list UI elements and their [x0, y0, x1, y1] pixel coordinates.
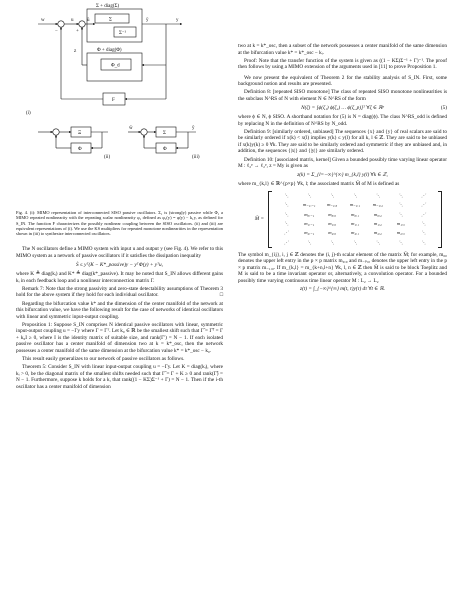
- matrix-cell: m₂,₀: [328, 230, 336, 236]
- matrix-cell: ⋱: [398, 192, 403, 198]
- matrix-cell: ⋱: [421, 230, 426, 236]
- matrix-right-bracket: [438, 191, 442, 248]
- matrix-cell: m₋₁,₁: [349, 202, 361, 208]
- matrix-cell: m₋₁,₋₁: [303, 202, 316, 208]
- right-paragraph-1: two at k = k*_osc, then a subset of the network possesses a center manifold of the same dimension at the bifurcation value k* = k*_osc − kᵢ.: [238, 43, 447, 56]
- matrix-cell: m₂,₂: [374, 230, 382, 236]
- equation-5: [238, 105, 447, 112]
- matrix-cell: m₁,₋₁: [304, 220, 315, 226]
- fig-label-what: ŵ: [129, 126, 133, 131]
- fig-label-phi-out: Φ: [163, 147, 167, 152]
- fig-label-f: F: [112, 98, 115, 103]
- matrix-cell: m₁,₁: [351, 220, 359, 226]
- matrix-cell: ⋱: [284, 211, 289, 217]
- left-text-body: [16, 208, 223, 392]
- matrix-cell: ⋰: [421, 211, 426, 217]
- block-diagram-figure: [16, 0, 223, 162]
- fig-label-ubar: ū: [87, 18, 90, 23]
- remark-7: [16, 286, 223, 299]
- matrix-cell: m₀,₁: [351, 211, 359, 217]
- matrix-cell: ⋱: [421, 239, 426, 245]
- fig-label-sigma-out: Σ: [163, 131, 166, 136]
- equation-dissipation: Ṡ ≤ yᵀ(K − K*_passive)y − yᵀΦ(y) + yᵀu,: [75, 261, 163, 268]
- theorem-5: Theorem 5: Consider S_IN with linear input-output coupling u = −Γy. Let K = diag(kᵢ), where kᵢ > 0, be the diagonal matrix of the smallest shifts needed such that Γ̃ = Γ + K ≥ 0 and rank(Γ̃) = N − 1. Furthermore, suppose k holds for a k, that rank((1 − KΣ)Σ⁻¹ + Γ) = N − 1. Then if the i-th oscillator has a center manifold of dimension: [16, 364, 223, 390]
- fig-panel-iii: (iii): [192, 155, 200, 160]
- right-paragraph-4: where m_{k,l} ∈ ℝ^{p×p} ∀k, l; the associated matrix M̄ of M is defined as: [238, 181, 400, 188]
- matrix-cell: ⋱: [329, 239, 335, 245]
- fig-label-z: z: [74, 49, 77, 54]
- fig-label-phi: Φ: [78, 147, 82, 152]
- fig-label-y: y: [176, 18, 179, 23]
- matrix-cell: ⋱: [352, 239, 358, 245]
- matrix-cell: ⋱: [375, 239, 381, 245]
- matrix-cell: m₀,₀: [328, 211, 336, 217]
- fig-label-ybar: ȳ: [146, 18, 149, 23]
- definition-10: Definition 10: [associated matrix, kernel] Given a bounded possibly time varying linear operator M : ℓ₂ᵖ → ℓ₂ᵖ, z = My is given as: [238, 156, 447, 170]
- qed-mark: □: [219, 292, 223, 299]
- matrix-cell: m₁,₃: [396, 220, 405, 226]
- matrix-cell: ⋱: [284, 192, 289, 198]
- matrix-cell: m₁,₀: [328, 220, 336, 226]
- matrix-grid: [272, 191, 438, 248]
- fig-label-minus: −: [55, 29, 58, 34]
- equation-convolution: z(k) = Σ_{l=−∞}^{∞} m_{k,l} y(l) ∀k ∈ ℤ,: [297, 171, 388, 178]
- associated-matrix: [238, 191, 447, 248]
- matrix-cell: m₂,₋₁: [304, 230, 315, 236]
- matrix-cell: ⋱: [421, 220, 426, 226]
- matrix-cell: ⋱: [398, 202, 403, 208]
- matrix-cell: ⋱: [329, 192, 335, 198]
- fig-label-sigma: Σ: [109, 17, 112, 23]
- equation-5-body: N(ζ) = [ϕ(ζ₁) ϕ(ζ₂) … ϕ(ζ_p)]ᵀ ∀ζ ∈ ℝᵖ: [301, 104, 384, 111]
- right-paragraph-5: The symbol m_{ij}, i, j ∈ ℤ denotes the (i, j)-th scalar element of the matrix M̄; for example, m₀₀ denotes the upper left entry in the p × p matrix m₀,₀ and m₋ₚ,₀ denotes the upper left entry in the p × p matrix m₋₁,₀. If m_{k,l} = m_{k+n,l+n} ∀k, l, n ∈ ℤ then M̄ is said to be block Toeplitz and M is said to be a time invariant operator or, alternatively, a convolution operator. For a bounded possibly time varying continuous time linear operator M : L₂ → L₂: [238, 251, 447, 284]
- fig-label-w: w: [41, 18, 45, 23]
- matrix-cell: ⋰: [421, 202, 426, 208]
- remark-7-text: Remark 7: Note that the strong passivity and zero-state detectability assumptions of Theorem 3 hold for the above system if they hold for each individual oscillator.: [16, 285, 223, 299]
- fig-label-phi-delta: Φ + diag(Φ): [97, 48, 122, 53]
- matrix-cell: ⋱: [306, 192, 312, 198]
- matrix-cell: ⋱: [352, 192, 358, 198]
- equation-continuous: z(t) = ∫_{−∞}^{∞} m(t, τ)y(τ) dτ ∀t ∈ ℝ.: [300, 286, 385, 293]
- matrix-cell: ⋱: [284, 220, 289, 226]
- fig-label-phi-d: Φ_d: [111, 63, 120, 69]
- matrix-cell: m₋₁,₀: [327, 202, 338, 208]
- proposition-1: Proposition 1: Suppose S_IN comprises N identical passive oscillators with linear, symmetric input-output coupling u = −Γy where Γ = Γᵀ. Let k₀ ∈ ℝ be the smallest shift such that Γ̃ = Γ̃ᵀ = Γ + k₀I ≥ 0, where I is the identity matrix of suitable size, and rank(Γ') = N − 1. If each isolated passive oscillator has a center manifold of dimension two at k = k*_osc, then the network possesses a center manifold of the same dimension at the bifurcation value k* = k*_osc − k₀.: [16, 321, 223, 354]
- fig-panel-i: (i): [26, 111, 31, 116]
- matrix-cell: ⋱: [375, 192, 381, 198]
- matrix-cell: m₋₁,₂: [372, 202, 383, 208]
- matrix-cell: ⋱: [398, 211, 403, 217]
- matrix-cell: m₂,₁: [351, 230, 359, 236]
- fig-panel-ii: (ii): [104, 155, 111, 160]
- fig-label-plus: +: [76, 29, 79, 34]
- matrix-cell: ⋱: [284, 202, 289, 208]
- matrix-cell: m₀,₋₁: [304, 211, 315, 217]
- fig-label-xi: Ξ: [78, 131, 82, 136]
- matrix-cell: ⋰: [284, 239, 289, 245]
- matrix-cell: m₂,₃: [396, 230, 405, 236]
- right-paragraph-2: We now present the equivalent of Theorem 2 for the stability analysis of S_IN. First, some background notion and results are presented.: [238, 74, 447, 88]
- proof: Proof: Note that the transfer function of the system is given as ((1 − KΣ)Σ⁻¹ + Γ)⁻¹. The proof then follows by using a MIMO extension of the arguments used in [11] to prove Proposition 1.: [238, 57, 447, 71]
- right-paragraph-3: where ϕ ∈ N, ϕ SISO. A shorthand notation for (5) is N = diag(ϕ). The class N^RS_odd is defined by replacing N in the definition of N^RS by N_odd.: [238, 114, 447, 127]
- matrix-cell: ⋰: [421, 192, 426, 198]
- definition-8: Definition 8: [repeated SISO monotone] The class of repeated SISO monotone nonlinearities is the subclass N^RS of N with element N ∈ N^RS of the form: [238, 89, 447, 103]
- left-paragraph-3: Regarding the bifurcation value k* and the dimension of the center manifold of the network at this bifurcation value, we have the following result for the case of networks of identical oscillators with linear and symmetric input-output coupling.: [16, 300, 223, 320]
- matrix-cell: ⋱: [398, 239, 403, 245]
- fig-label-sum-delta: Σ + diag(Σ): [96, 4, 120, 9]
- left-paragraph-1: The N oscillators define a MIMO system with input u and output y (see Fig. 4). We refer to this MIMO system as a network of passive oscillators if it satisfies the dissipation inequality: [16, 246, 223, 260]
- fig-label-sigma-inv: Σ⁻¹: [119, 31, 127, 36]
- matrix-cell: ⋰: [284, 230, 289, 236]
- figure-caption: Fig. 4. (i): MIMO representation of interconnected SISO passive oscillators. Σ₁ is (strongly) passive while Φ₁ a MIMO repeated nonlinearity with the repeating scalar nonlinearity φ₁ defined as φ₁(y) = φ(y) − k₁y, as defined for S_IN. The function F characterizes the possibly nonlinear coupling between the SISO oscillators. (ii) and (iii) are equivalent representations of (i). We use the KS multipliers for repeated monotone nonlinearities in the representation shown in (iii) to synthesize interconnected oscillators.: [16, 210, 223, 237]
- equation-5-number: (5): [440, 104, 447, 111]
- matrix-cell: ⋱: [306, 239, 312, 245]
- definition-9: Definition 9: [similarly ordered, unbiased] The sequences {x} and {y} of real scalars are said to be similarly ordered if x(k) < x(l) implies y(k) ≤ y(l) for all k, l ∈ ℤ. They are said to be unbiased if x(k)y(k) ≥ 0 ∀k. They are said to be similarly ordered and symmetric if they are unbiased and, in addition, the sequences {|x|} and {|y|} are similarly ordered.: [238, 128, 447, 155]
- matrix-label: M̄ =: [254, 215, 264, 222]
- right-column: [238, 43, 447, 296]
- left-paragraph-2: where K ≜ diag(kᵢ) and K* ≜ diag(k*_passive). It may be noted that S_IN allows different gains kᵢ in each feedback loop and a nonlinear interconnection matrix Γ.: [16, 271, 223, 284]
- fig-label-yhat: ŷ: [192, 126, 195, 131]
- matrix-cell: m₀,₂: [374, 211, 382, 217]
- left-paragraph-4: This result easily generalizes to our network of passive oscillators as follows.: [22, 356, 185, 363]
- matrix-cell: m₁,₂: [374, 220, 382, 226]
- fig-label-u: u: [71, 18, 74, 23]
